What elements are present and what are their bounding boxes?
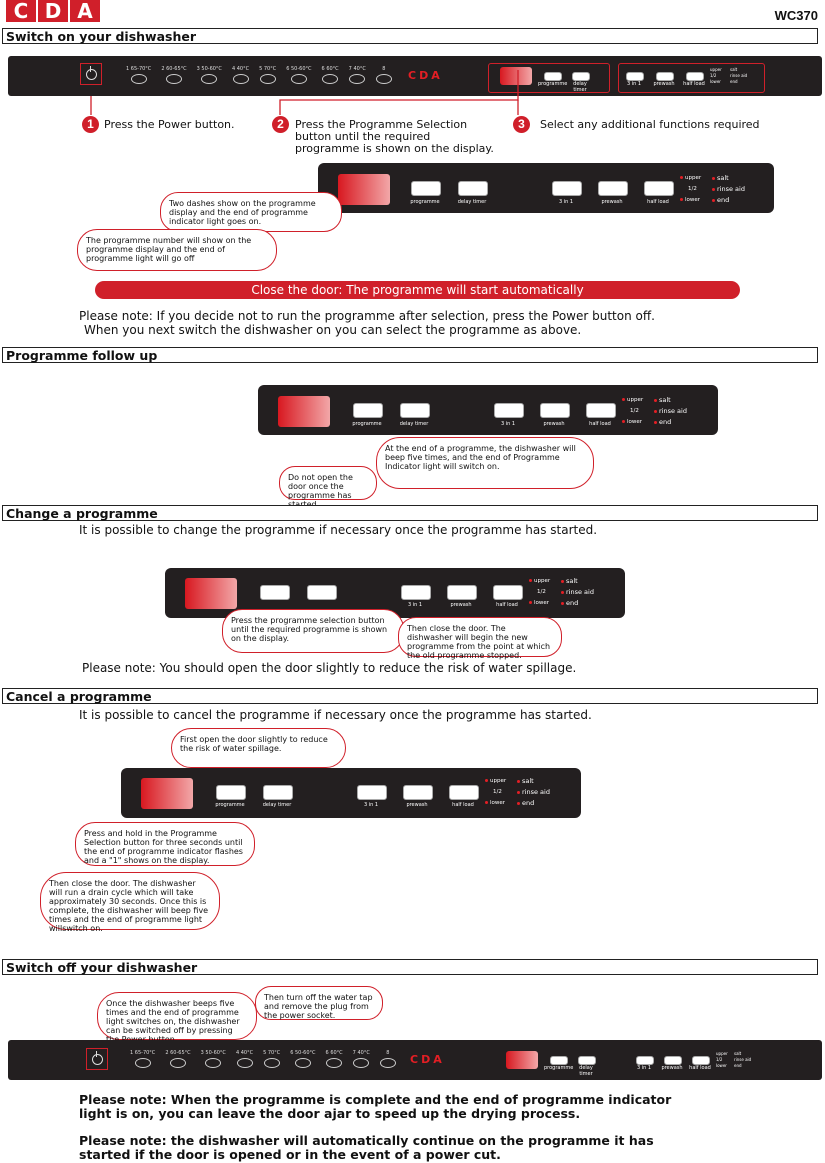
delay-label: delay timer (399, 421, 429, 427)
delay-label: delay timer (579, 1065, 593, 1077)
prewash-button[interactable] (540, 403, 570, 418)
programme-item: 1 65-70°C (130, 1050, 155, 1068)
callout-bubble: Two dashes show on the programme display and the end of programme indicator light goes on. (160, 192, 342, 232)
prewash-label: prewash (653, 81, 675, 87)
programme-button[interactable] (216, 785, 246, 800)
programme-label: programme (215, 802, 245, 808)
step-number: 3 (513, 116, 530, 133)
callout-bubble: The programme number will show on the programme display and the end of programme light will go off (77, 229, 277, 271)
prewash-label: prewash (601, 199, 623, 205)
programme-item: 6 60°C (326, 1050, 343, 1068)
programme-item: 5 70°C (263, 1050, 280, 1068)
control-panel (318, 163, 774, 213)
callout-bubble: Do not open the door once the programme has (279, 466, 377, 500)
soak-icon (380, 1058, 396, 1068)
prewash-button[interactable] (447, 585, 477, 600)
programme-display (506, 1051, 538, 1069)
programme-item: 4 40°C (232, 66, 249, 84)
delay-label: delay timer (262, 802, 292, 808)
glass-icon (237, 1058, 253, 1068)
programme-button[interactable] (550, 1056, 568, 1065)
delay-timer-button[interactable] (458, 181, 488, 196)
eco-icon (295, 1058, 311, 1068)
status-indicators: salt rinse aid end (517, 776, 550, 809)
control-panel (121, 768, 581, 818)
programme-label: programme (538, 81, 568, 87)
three-in-one-button[interactable] (357, 785, 387, 800)
rack-indicators: upper 1/2 lower (680, 173, 701, 206)
half-load-label: half load (689, 1065, 711, 1071)
programme-display (338, 174, 390, 205)
half-load-button[interactable] (692, 1056, 710, 1065)
callout-bubble: Then close the door. The dishwasher will run a drain cycle which will take approximately 30 seconds. Once this is complete, the dishwasher will beep five times and the end of programme light willswitch on. (40, 872, 220, 930)
step-number: 1 (82, 116, 99, 133)
intro-text: It is possible to cancel the programme if necessary once the programme has started. (79, 708, 592, 722)
three-in-one-label: 3 in 1 (626, 81, 642, 87)
programme-display (278, 396, 330, 427)
three-in-one-label: 3 in 1 (363, 802, 379, 808)
power-button[interactable] (86, 1048, 108, 1070)
three-in-one-button[interactable] (494, 403, 524, 418)
delay-timer-button[interactable] (307, 585, 337, 600)
three-in-one-button[interactable] (552, 181, 582, 196)
programme-item: 2 60-65°C (161, 66, 186, 84)
three-in-one-label: 3 in 1 (407, 602, 423, 608)
half-load-button[interactable] (449, 785, 479, 800)
delay-label: delay timer (573, 81, 587, 93)
prewash-button[interactable] (664, 1056, 682, 1065)
status-indicators: salt rinse aid end (561, 576, 594, 609)
programme-display (185, 578, 237, 609)
control-panel (258, 385, 718, 435)
half-load-label: half load (647, 199, 669, 205)
note-text: Please note: If you decide not to run the programme after selection, press the Power button off. (79, 309, 655, 323)
callout-bubble: Then turn off the water tap and remove the plug from the power socket. (255, 986, 383, 1020)
prewash-label: prewash (406, 802, 428, 808)
model-number: WC370 (774, 8, 818, 23)
half-load-button[interactable] (493, 585, 523, 600)
final-note: Please note: the dishwasher will automatically continue on the programme it has started if the door is opened or in the event of a power cut. (79, 1133, 654, 1162)
callout-bubble: Press and hold in the Programme Selection button for three seconds until the end of programme indicator flashes and a "1" shows on the display. (75, 822, 255, 866)
programme-item: 5 70°C (259, 66, 276, 84)
logo-letter: D (38, 0, 68, 22)
status-indicators: salt rinse aid end (654, 395, 687, 428)
section-cancel: Cancel a programme (2, 688, 818, 704)
close-door-banner: Close the door: The programme will start automatically (95, 281, 740, 299)
programme-item: 6 50-60°C (286, 66, 311, 84)
three-in-one-button[interactable] (401, 585, 431, 600)
delay-timer-button[interactable] (400, 403, 430, 418)
pan-icon (170, 1058, 186, 1068)
programme-item: 3 50-60°C (197, 66, 222, 84)
logo-letter: A (70, 0, 100, 22)
programme-item: 4 40°C (236, 1050, 253, 1068)
pot-icon (135, 1058, 151, 1068)
logo-letter: C (6, 0, 36, 22)
prewash-button[interactable] (403, 785, 433, 800)
half-load-button[interactable] (644, 181, 674, 196)
section-switch-on: Switch on your dishwasher (2, 28, 818, 44)
programme-item: 3 50-60°C (201, 1050, 226, 1068)
step-text: Select any additional functions required (540, 118, 760, 131)
half-load-label: half load (683, 81, 705, 87)
programme-item: 7 40°C (353, 1050, 370, 1068)
delay-button[interactable] (578, 1056, 596, 1065)
half-load-button[interactable] (586, 403, 616, 418)
callout-bubble: Press the programme selection button until the required programme is shown on the display. (222, 609, 404, 653)
step-number: 2 (272, 116, 289, 133)
note-text: When you next switch the dishwasher on you can select the programme as above. (84, 323, 582, 337)
strip-brand: CDA (408, 69, 443, 82)
prewash-label: prewash (450, 602, 472, 608)
programme-item: 8 (376, 66, 392, 84)
programme-item: 8 (380, 1050, 396, 1068)
dish-icon (326, 1058, 342, 1068)
strip-brand: CDA (410, 1053, 445, 1066)
three-in-one-label: 3 in 1 (636, 1065, 652, 1071)
callout-bubble: At the end of a programme, the dishwasher will beep five times, and the end of Programme Indicator light will switch on. (376, 437, 594, 489)
rack-indicators: upper 1/2 lower (716, 1051, 728, 1068)
prewash-button[interactable] (598, 181, 628, 196)
status-indicators: salt rinse aid end (712, 173, 745, 206)
prewash-label: prewash (543, 421, 565, 427)
glass-icon (264, 1058, 280, 1068)
callout-bubble: First open the door slightly to reduce the risk of water spillage. (171, 728, 346, 768)
three-in-one-label: 3 in 1 (558, 199, 574, 205)
delay-timer-button[interactable] (263, 785, 293, 800)
half-load-label: half load (452, 802, 474, 808)
section-follow-up: Programme follow up (2, 347, 818, 363)
intro-text: It is possible to change the programme if necessary once the programme has started. (79, 523, 598, 537)
programme-label: programme (352, 421, 382, 427)
callout-bubble: Then close the door. The dishwasher will begin the new programme from the point at which the old programme stopped. (398, 617, 562, 657)
half-load-label: half load (496, 602, 518, 608)
programme-item: 6 60°C (322, 66, 339, 84)
status-indicators: salt rinse aid end (730, 67, 748, 84)
delay-label: delay timer (457, 199, 487, 205)
programme-button[interactable] (353, 403, 383, 418)
callout-bubble: Once the dishwasher beeps five times and the end of programme light switches on, the dishwasher can be switched off by pressing (97, 992, 257, 1040)
section-switch-off: Switch off your dishwasher (2, 959, 818, 975)
final-note: Please note: When the programme is complete and the end of programme indicator light is on, you can leave the door ajar to speed up the drying process. (79, 1092, 672, 1121)
programme-label: programme (544, 1065, 574, 1071)
three-in-one-button[interactable] (636, 1056, 654, 1065)
programme-label: programme (410, 199, 440, 205)
programme-display (141, 778, 193, 809)
programme-button[interactable] (411, 181, 441, 196)
status-indicators: salt rinse aid end (734, 1051, 752, 1068)
power-icon (92, 1054, 103, 1065)
section-change: Change a programme (2, 505, 818, 521)
programme-item: 6 50-60°C (290, 1050, 315, 1068)
programme-list (130, 1050, 396, 1068)
rack-indicators: upper 1/2 lower (710, 67, 722, 84)
rack-indicators: upper 1/2 lower (529, 576, 550, 609)
half-load-label: half load (589, 421, 611, 427)
programme-item: 2 60-65°C (165, 1050, 190, 1068)
rack-indicators: upper 1/2 lower (622, 395, 643, 428)
note-text: Please note: You should open the door slightly to reduce the risk of water spillage. (82, 661, 577, 675)
programme-button[interactable] (260, 585, 290, 600)
step-text: Press the Power button. (104, 118, 235, 131)
rack-indicators: upper 1/2 lower (485, 776, 506, 809)
programme-item: 1 65-70°C (126, 66, 151, 84)
prewash-label: prewash (661, 1065, 683, 1071)
three-in-one-label: 3 in 1 (500, 421, 516, 427)
control-strip (8, 1040, 822, 1080)
quick-icon (353, 1058, 369, 1068)
programme-item: 7 40°C (349, 66, 366, 84)
cup-icon (205, 1058, 221, 1068)
step-text: Press the Programme Selection button until the required programme is shown on the display. (295, 118, 494, 155)
